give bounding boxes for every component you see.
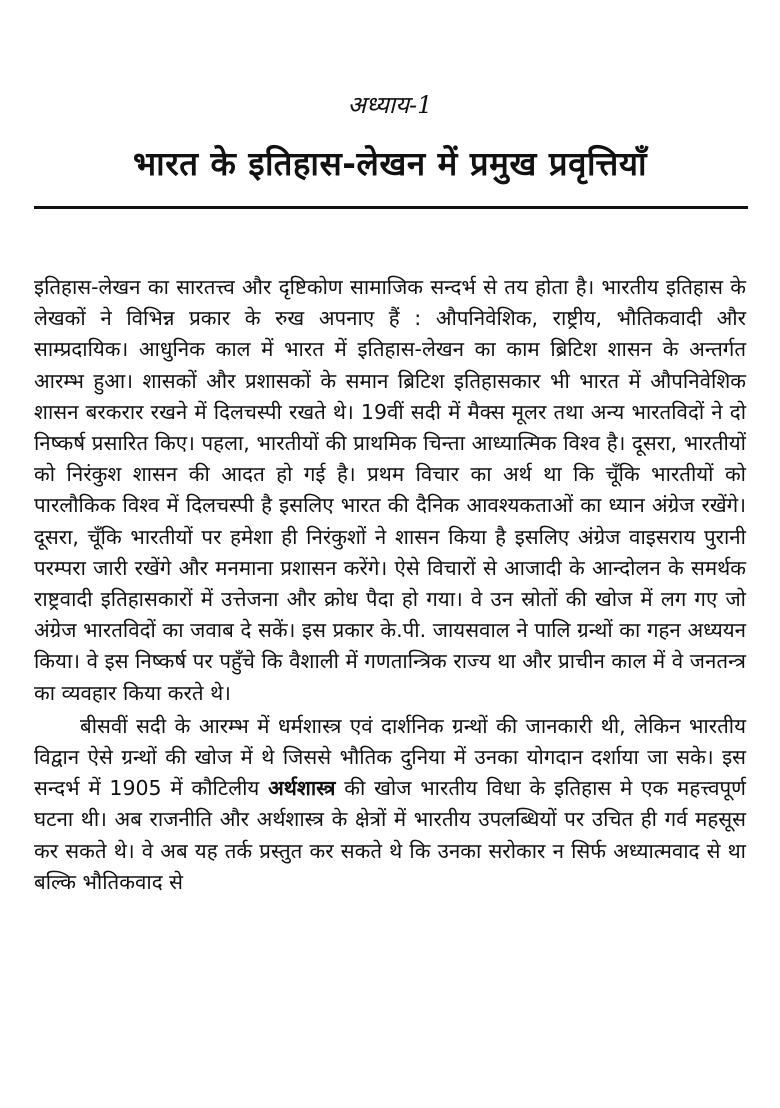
paragraph-1: इतिहास-लेखन का सारतत्त्व और दृष्टिकोण सामाजिक सन्दर्भ से तय होता है। भारतीय इतिहास के लेखकों ने विभिन्न प्रकार के रुख अपनाए हैं : औपनिवेशिक, राष्ट्रीय, भौतिकवादी और साम्प्रदायिक। आधुनिक काल में भारत में इतिहास-लेखन का काम ब्रिटिश शासन के अन्तर्गत आरम्भ हुआ। शासकों और प्रशासकों के समान ब्रिटिश इतिहासकार भी भारत में औपनिवेशिक शासन बरकरार रखने में दिलचस्पी रखते थे। 19वीं सदी में मैक्स मूलर तथा अन्य भारतविदों ने दो निष्कर्ष प्रसारित किए। पहला, भारतीयों की प्राथमिक चिन्ता आध्यात्मिक विश्व है। दूसरा, भारतीयों को निरंकुश शासन की आदत हो गई है। प्रथम विचार का अर्थ था कि चूँकि भारतीयों को पारलौकिक विश्व में दिलचस्पी है इसलिए भारत की दैनिक आवश्यकताओं का ध्यान अंग्रेज रखेंगे। दूसरा, चूँकि भारतीयों पर हमेशा ही निरंकुशों ने शासन किया है इसलिए अंग्रेज वाइसराय पुरानी परम्परा जारी रखेंगे और मनमाना प्रशासन करेंगे। ऐसे विचारों से आजादी के आन्दोलन के समर्थक राष्ट्रवादी इतिहासकारों में उत्तेजना और क्रोध पैदा हो गया। वे उन स्रोतों की खोज में लग गए जो अंग्रेज भारतविदों का जवाब दे सकें। इस प्रकार के.पी. जायसवाल ने पालि ग्रन्थों का गहन अध्ययन किया। वे इस निष्कर्ष पर पहुँचे कि वैशाली में गणतान्त्रिक राज्य था और प्राचीन काल में वे जनतन्त्र का व्यवहार किया करते थे। bbox=[34, 275, 746, 705]
body-text bbox=[34, 272, 746, 898]
arthashastra-emphasis: अर्थशास्त्र bbox=[268, 776, 336, 801]
title-divider bbox=[34, 206, 748, 209]
chapter-title: भारत के इतिहास-लेखन में प्रमुख प्रवृत्तियाँ bbox=[132, 144, 648, 183]
chapter-number: अध्याय-1 bbox=[347, 91, 433, 119]
paragraph-2 bbox=[34, 711, 746, 898]
paragraph-2-tail: की खोज भारतीय विधा के इतिहास मे एक महत्त्वपूर्ण घटना थी। अब राजनीति और अर्थशास्त्र के क्षेत्रों में भारतीय उपलब्धियों पर उचित ही गर्व महसूस कर सकते थे। वे अब यह तर्क प्रस्तुत कर सकते थे कि उनका सरोकार न सिर्फ अध्यात्मवाद से था बल्कि भौतिकवाद से bbox=[34, 776, 746, 894]
paragraph-2-lead: बीसवीं सदी के आरम्भ में धर्मशास्त्र एवं दार्शनिक ग्रन्थों की जानकारी थी, लेकिन भारतीय विद्वान ऐसे ग्रन्थों की खोज में थे जिससे भौतिक दुनिया में उनका योगदान दर्शाया जा सके। इस सन्दर्भ में 1905 में कौटिलीय bbox=[34, 713, 746, 801]
